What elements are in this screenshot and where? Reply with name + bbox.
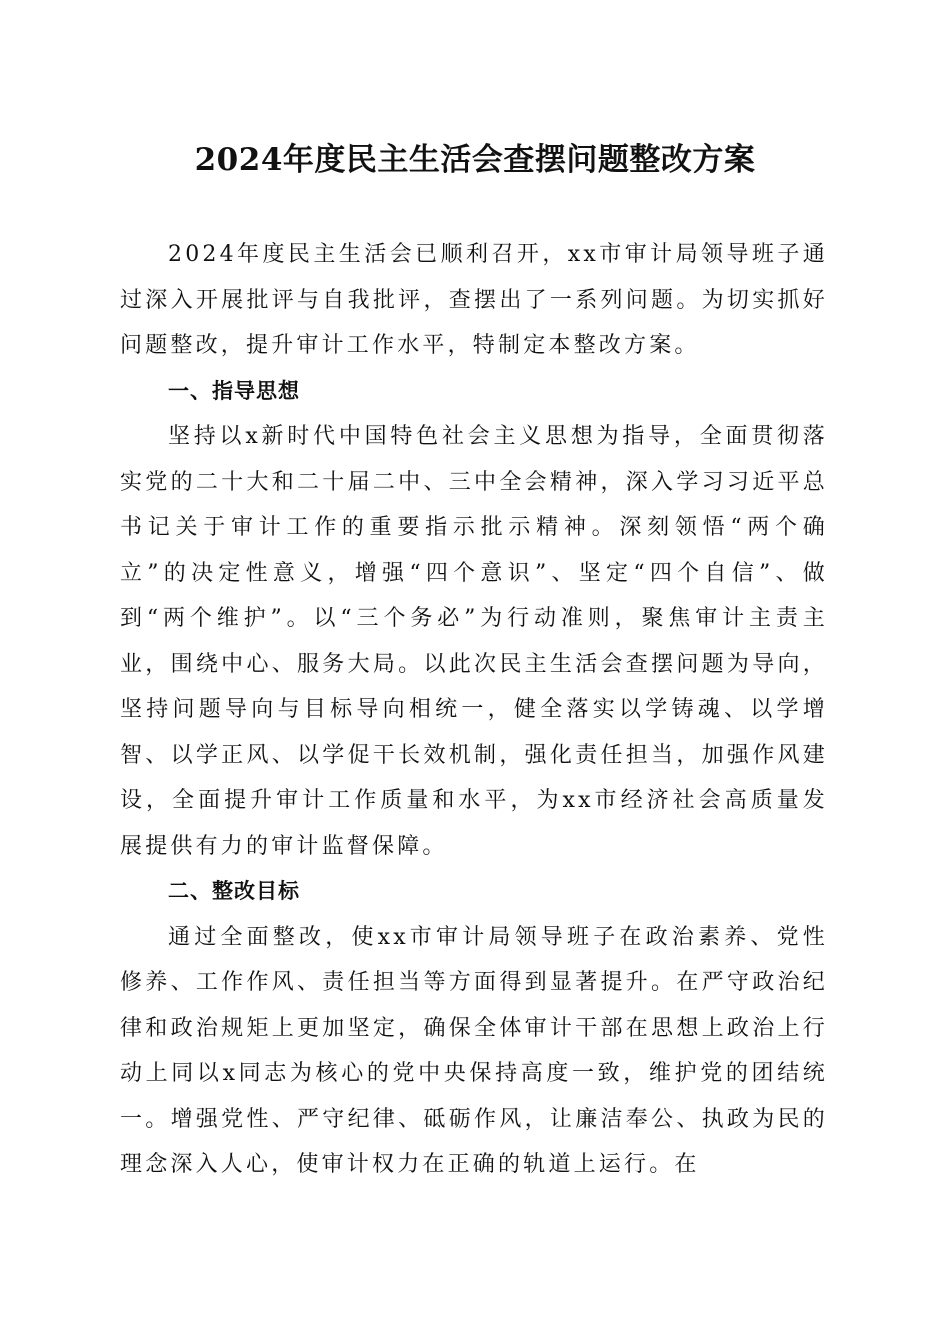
section-heading-guiding-thought: 一、指导思想: [168, 378, 300, 403]
section-heading-rectification-goals: 二、整改目标: [168, 879, 300, 903]
document-body: [120, 232, 828, 1188]
section-paragraph-guiding-thought: 坚持以x新时代中国特色社会主义思想为指导，全面贯彻落实党的二十大和二十届二中、三中全会精神，深入学习习近平总书记关于审计工作的重要指示批示精神。深刻领悟“两个确立”的决定性意义，增强“四个意识”、坚定“四个自信”、做到“两个维护”。以“三个务必”为行动准则，聚焦审计主责主业，围绕中心、服务大局。以此次民主生活会查摆问题为导向，坚持问题导向与目标导向相统一，健全落实以学铸魂、以学增智、以学正风、以学促干长效机制，强化责任担当，加强作风建设，全面提升审计工作质量和水平，为xx市经济社会高质量发展提供有力的审计监督保障。: [120, 424, 828, 859]
document-title: 2024年度民主生活会查摆问题整改方案: [194, 142, 756, 178]
section-paragraph-rectification-goals: 通过全面整改，使xx市审计局领导班子在政治素养、党性修养、工作作风、责任担当等方面得到显著提升。在严守政治纪律和政治规矩上更加坚定，确保全体审计干部在思想上政治上行动上同以x同志为核心的党中央保持高度一致，维护党的团结统一。增强党性、严守纪律、砥砺作风，让廉洁奉公、执政为民的理念深入人心，使审计权力在正确的轨道上运行。在: [120, 924, 828, 1177]
intro-paragraph: 2024年度民主生活会已顺利召开，xx市审计局领导班子通过深入开展批评与自我批评，查摆出了一系列问题。为切实抓好问题整改，提升审计工作水平，特制定本整改方案。: [120, 242, 828, 358]
